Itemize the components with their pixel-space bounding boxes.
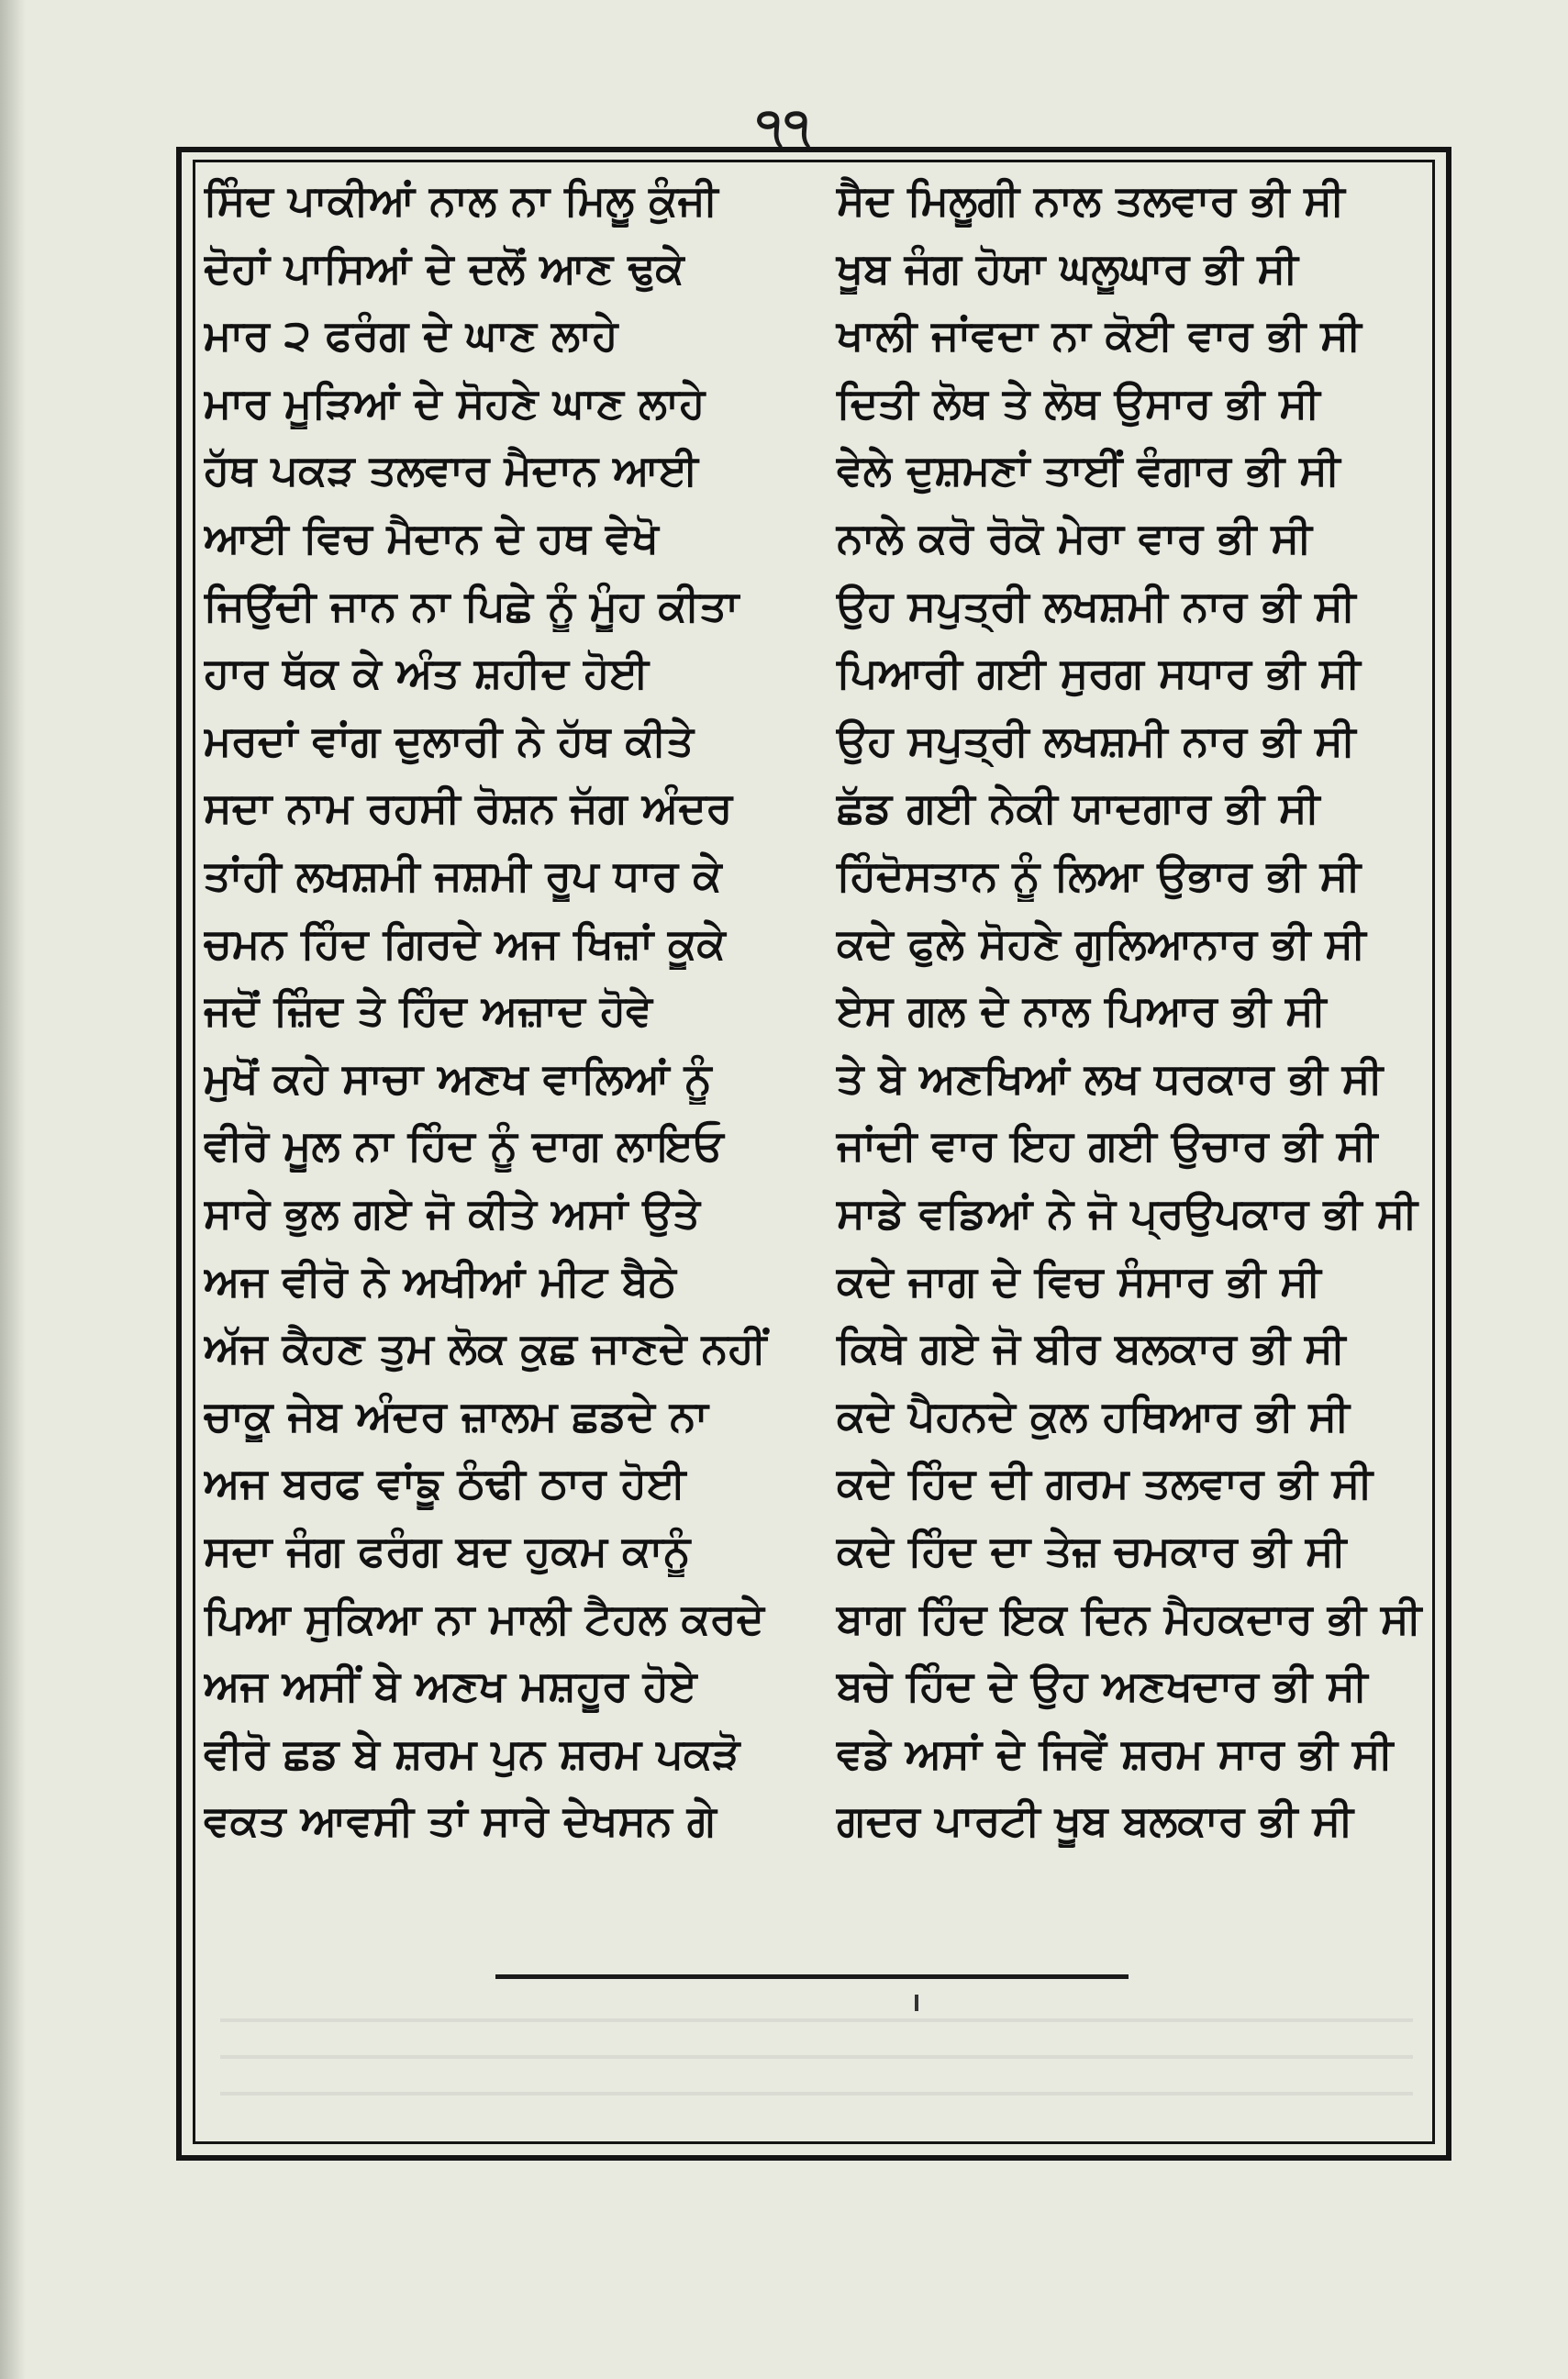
verse-line: [204, 1652, 1448, 1720]
verse-block: [204, 167, 1448, 1855]
verse-second-half: ਕਦੇ ਹਿੰਦ ਦਾ ਤੇਜ਼ ਚਮਕਾਰ ਭੀ ਸੀ: [837, 1525, 1347, 1575]
verse-line: [204, 437, 1448, 505]
verse-second-half: ਕਦੇ ਫੁਲੇ ਸੋਹਣੇ ਗੁਲਿਆਨਾਰ ਭੀ ਸੀ: [837, 917, 1366, 968]
verse-line: [204, 573, 1448, 640]
verse-first-half: ਵਕਤ ਆਵਸੀ ਤਾਂ ਸਾਰੇ ਦੇਖਸਨ ਗੇ: [204, 1795, 717, 1846]
verse-second-half: ਬਾਗ ਹਿੰਦ ਇਕ ਦਿਨ ਮੈਹਕਦਾਰ ਭੀ ਸੀ: [837, 1593, 1422, 1643]
verse-first-half: ਵੀਰੋ ਮੂਲ ਨਾ ਹਿੰਦ ਨੂੰ ਦਾਗ ਲਾਇਓ: [204, 1120, 724, 1171]
verse-second-half: ਸੈਦ ਮਿਲੂਗੀ ਨਾਲ ਤਲਵਾਰ ਭੀ ਸੀ: [837, 175, 1345, 226]
verse-second-half: ਵਡੇ ਅਸਾਂ ਦੇ ਜਿਵੇਂ ਸ਼ਰਮ ਸਾਰ ਭੀ ਸੀ: [837, 1728, 1394, 1778]
verse-first-half: ਵੀਰੋ ਛਡ ਬੇ ਸ਼ਰਮ ਪੁਨ ਸ਼ਰਮ ਪਕੜੋ: [204, 1728, 740, 1778]
verse-second-half: ਏਸ ਗਲ ਦੇ ਨਾਲ ਪਿਆਰ ਭੀ ਸੀ: [837, 985, 1327, 1036]
verse-second-half: ਪਿਆਰੀ ਗਈ ਸੁਰਗ ਸਧਾਰ ਭੀ ਸੀ: [837, 648, 1361, 698]
verse-first-half: ਮਾਰ ਮੂੜਿਆਂ ਦੇ ਸੋਹਣੇ ਘਾਣ ਲਾਹੇ: [204, 377, 706, 428]
verse-line: [204, 1517, 1448, 1585]
page-edge-shadow: [0, 0, 26, 2379]
verse-first-half: ਚਮਨ ਹਿੰਦ ਗਿਰਦੇ ਅਜ ਖਿਜ਼ਾਂ ਕੂਕੇ: [204, 917, 726, 968]
verse-first-half: ਮਾਰ ੨ ਫਰੰਗ ਦੇ ਘਾਣ ਲਾਹੇ: [204, 310, 618, 361]
verse-line: [204, 1315, 1448, 1383]
verse-first-half: ਪਿਆ ਸੁਕਿਆ ਨਾ ਮਾਲੀ ਟੈਹਲ ਕਰਦੇ: [204, 1593, 764, 1643]
end-rule: [495, 1974, 1129, 1979]
verse-first-half: ਸਦਾ ਨਾਮ ਰਹਸੀ ਰੋਸ਼ਨ ਜੱਗ ਅੰਦਰ: [204, 783, 733, 833]
verse-second-half: ਵੇਲੇ ਦੁਸ਼ਮਣਾਂ ਤਾਈਂ ਵੰਗਾਰ ਭੀ ਸੀ: [837, 445, 1340, 495]
verse-line: [204, 167, 1448, 235]
show-through-text: [220, 2018, 1413, 2129]
verse-second-half: ਕਦੇ ਪੈਹਨਦੇ ਕੁਲ ਹਥਿਆਰ ਭੀ ਸੀ: [837, 1390, 1350, 1440]
verse-first-half: ਅਜ ਬਰਫ ਵਾਂਙੂ ਠੰਢੀ ਠਾਰ ਹੋਈ: [204, 1458, 686, 1508]
verse-first-half: ਜਿਉਂਦੀ ਜਾਨ ਨਾ ਪਿਛੇ ਨੂੰ ਮੂੰਹ ਕੀਤਾ: [204, 580, 740, 630]
verse-line: [204, 1450, 1448, 1517]
verse-first-half: ਆਈ ਵਿਚ ਮੈਦਾਨ ਦੇ ਹਥ ਵੇਖੋ: [204, 513, 659, 563]
verse-first-half: ਅੱਜ ਕੈਹਣ ਤੁਮ ਲੋਕ ਕੁਛ ਜਾਣਦੇ ਨਹੀਂ: [204, 1323, 767, 1373]
verse-second-half: ਕਿਥੇ ਗਏ ਜੋ ਬੀਰ ਬਲਕਾਰ ਭੀ ਸੀ: [837, 1323, 1346, 1373]
verse-line: [204, 1248, 1448, 1316]
verse-line: [204, 505, 1448, 573]
verse-line: [204, 1112, 1448, 1180]
verse-first-half: ਤਾਂਹੀ ਲਖਸ਼ਮੀ ਜਸ਼ਮੀ ਰੂਪ ਧਾਰ ਕੇ: [204, 850, 722, 900]
verse-first-half: ਜਦੋਂ ਜ਼ਿੰਦ ਤੇ ਹਿੰਦ ਅਜ਼ਾਦ ਹੋਵੇ: [204, 985, 652, 1036]
verse-second-half: ਉਹ ਸਪੁਤ੍ਰੀ ਲਖਸ਼ਮੀ ਨਾਰ ਭੀ ਸੀ: [837, 580, 1356, 630]
verse-line: [204, 977, 1448, 1045]
verse-line: [204, 639, 1448, 707]
verse-second-half: ਕਦੇ ਜਾਗ ਦੇ ਵਿਚ ਸੰਸਾਰ ਭੀ ਸੀ: [837, 1255, 1321, 1306]
verse-line: [204, 707, 1448, 775]
verse-first-half: ਹੱਥ ਪਕੜ ਤਲਵਾਰ ਮੈਦਾਨ ਆਈ: [204, 445, 698, 495]
verse-second-half: ਖੂਬ ਜੰਗ ਹੋਯਾ ਘਲੂਘਾਰ ਭੀ ਸੀ: [837, 242, 1298, 293]
verse-line: [204, 1180, 1448, 1248]
verse-line: [204, 842, 1448, 910]
verse-first-half: ਅਜ ਅਸੀਂ ਬੇ ਅਣਖ ਮਸ਼ਹੂਰ ਹੋਏ: [204, 1661, 697, 1711]
verse-line: [204, 774, 1448, 842]
verse-first-half: ਅਜ ਵੀਰੋ ਨੇ ਅਖੀਆਂ ਮੀਟ ਬੈਠੇ: [204, 1255, 676, 1306]
verse-second-half: ਸਾਡੇ ਵਡਿਆਂ ਨੇ ਜੋ ਪ੍ਰਉਪਕਾਰ ਭੀ ਸੀ: [837, 1187, 1418, 1238]
verse-second-half: ਤੇ ਬੇ ਅਣਖਿਆਂ ਲਖ ਧਰਕਾਰ ਭੀ ਸੀ: [837, 1052, 1384, 1103]
verse-first-half: ਮੁਖੋਂ ਕਹੇ ਸਾਚਾ ਅਣਖ ਵਾਲਿਆਂ ਨੂੰ: [204, 1052, 712, 1103]
verse-line: [204, 235, 1448, 303]
verse-second-half: ਜਾਂਦੀ ਵਾਰ ਇਹ ਗਈ ਉਚਾਰ ਭੀ ਸੀ: [837, 1120, 1378, 1171]
verse-line: [204, 302, 1448, 370]
verse-second-half: ਗਦਰ ਪਾਰਟੀ ਖੂਬ ਬਲਕਾਰ ਭੀ ਸੀ: [837, 1795, 1353, 1846]
verse-first-half: ਸਦਾ ਜੰਗ ਫਰੰਗ ਬਦ ਹੁਕਮ ਕਾਨੂੰ: [204, 1525, 691, 1575]
verse-first-half: ਦੋਹਾਂ ਪਾਸਿਆਂ ਦੇ ਦਲੋਂ ਆਣ ਢੁਕੇ: [204, 242, 684, 293]
verse-line: [204, 370, 1448, 438]
verse-first-half: ਸਿੰਦ ਪਾਕੀਆਂ ਨਾਲ ਨਾ ਮਿਲੂ ਕੁੰਜੀ: [204, 175, 718, 226]
verse-second-half: ਖਾਲੀ ਜਾਂਵਦਾ ਨਾ ਕੋਈ ਵਾਰ ਭੀ ਸੀ: [837, 310, 1362, 361]
end-rule-mark: [915, 1995, 918, 2011]
verse-second-half: ਦਿਤੀ ਲੋਥ ਤੇ ਲੋਥ ਉਸਾਰ ਭੀ ਸੀ: [837, 377, 1320, 428]
verse-second-half: ਕਦੇ ਹਿੰਦ ਦੀ ਗਰਮ ਤਲਵਾਰ ਭੀ ਸੀ: [837, 1458, 1373, 1508]
verse-line: [204, 1045, 1448, 1113]
page-number: ੧੧: [756, 99, 812, 154]
verse-line: [204, 1787, 1448, 1855]
verse-line: [204, 1584, 1448, 1652]
verse-line: [204, 1720, 1448, 1788]
verse-first-half: ਚਾਕੂ ਜੇਬ ਅੰਦਰ ਜ਼ਾਲਮ ਛਡਦੇ ਨਾ: [204, 1390, 708, 1440]
verse-first-half: ਹਾਰ ਥੱਕ ਕੇ ਅੰਤ ਸ਼ਹੀਦ ਹੋਈ: [204, 648, 650, 698]
verse-line: [204, 910, 1448, 978]
verse-second-half: ਨਾਲੇ ਕਰੋ ਰੋਕੋ ਮੇਰਾ ਵਾਰ ਭੀ ਸੀ: [837, 513, 1312, 563]
verse-first-half: ਸਾਰੇ ਭੁਲ ਗਏ ਜੋ ਕੀਤੇ ਅਸਾਂ ਉਤੇ: [204, 1187, 700, 1238]
verse-line: [204, 1383, 1448, 1451]
verse-second-half: ਬਚੇ ਹਿੰਦ ਦੇ ਉਹ ਅਣਖਦਾਰ ਭੀ ਸੀ: [837, 1661, 1368, 1711]
verse-second-half: ਹਿੰਦੋਸਤਾਨ ਨੂੰ ਲਿਆ ਉਭਾਰ ਭੀ ਸੀ: [837, 850, 1362, 900]
verse-second-half: ਛੱਡ ਗਈ ਨੇਕੀ ਯਾਦਗਾਰ ਭੀ ਸੀ: [837, 783, 1320, 833]
verse-first-half: ਮਰਦਾਂ ਵਾਂਗ ਦੁਲਾਰੀ ਨੇ ਹੱਥ ਕੀਤੇ: [204, 715, 695, 765]
verse-second-half: ਉਹ ਸਪੁਤ੍ਰੀ ਲਖਸ਼ਮੀ ਨਾਰ ਭੀ ਸੀ: [837, 715, 1356, 765]
